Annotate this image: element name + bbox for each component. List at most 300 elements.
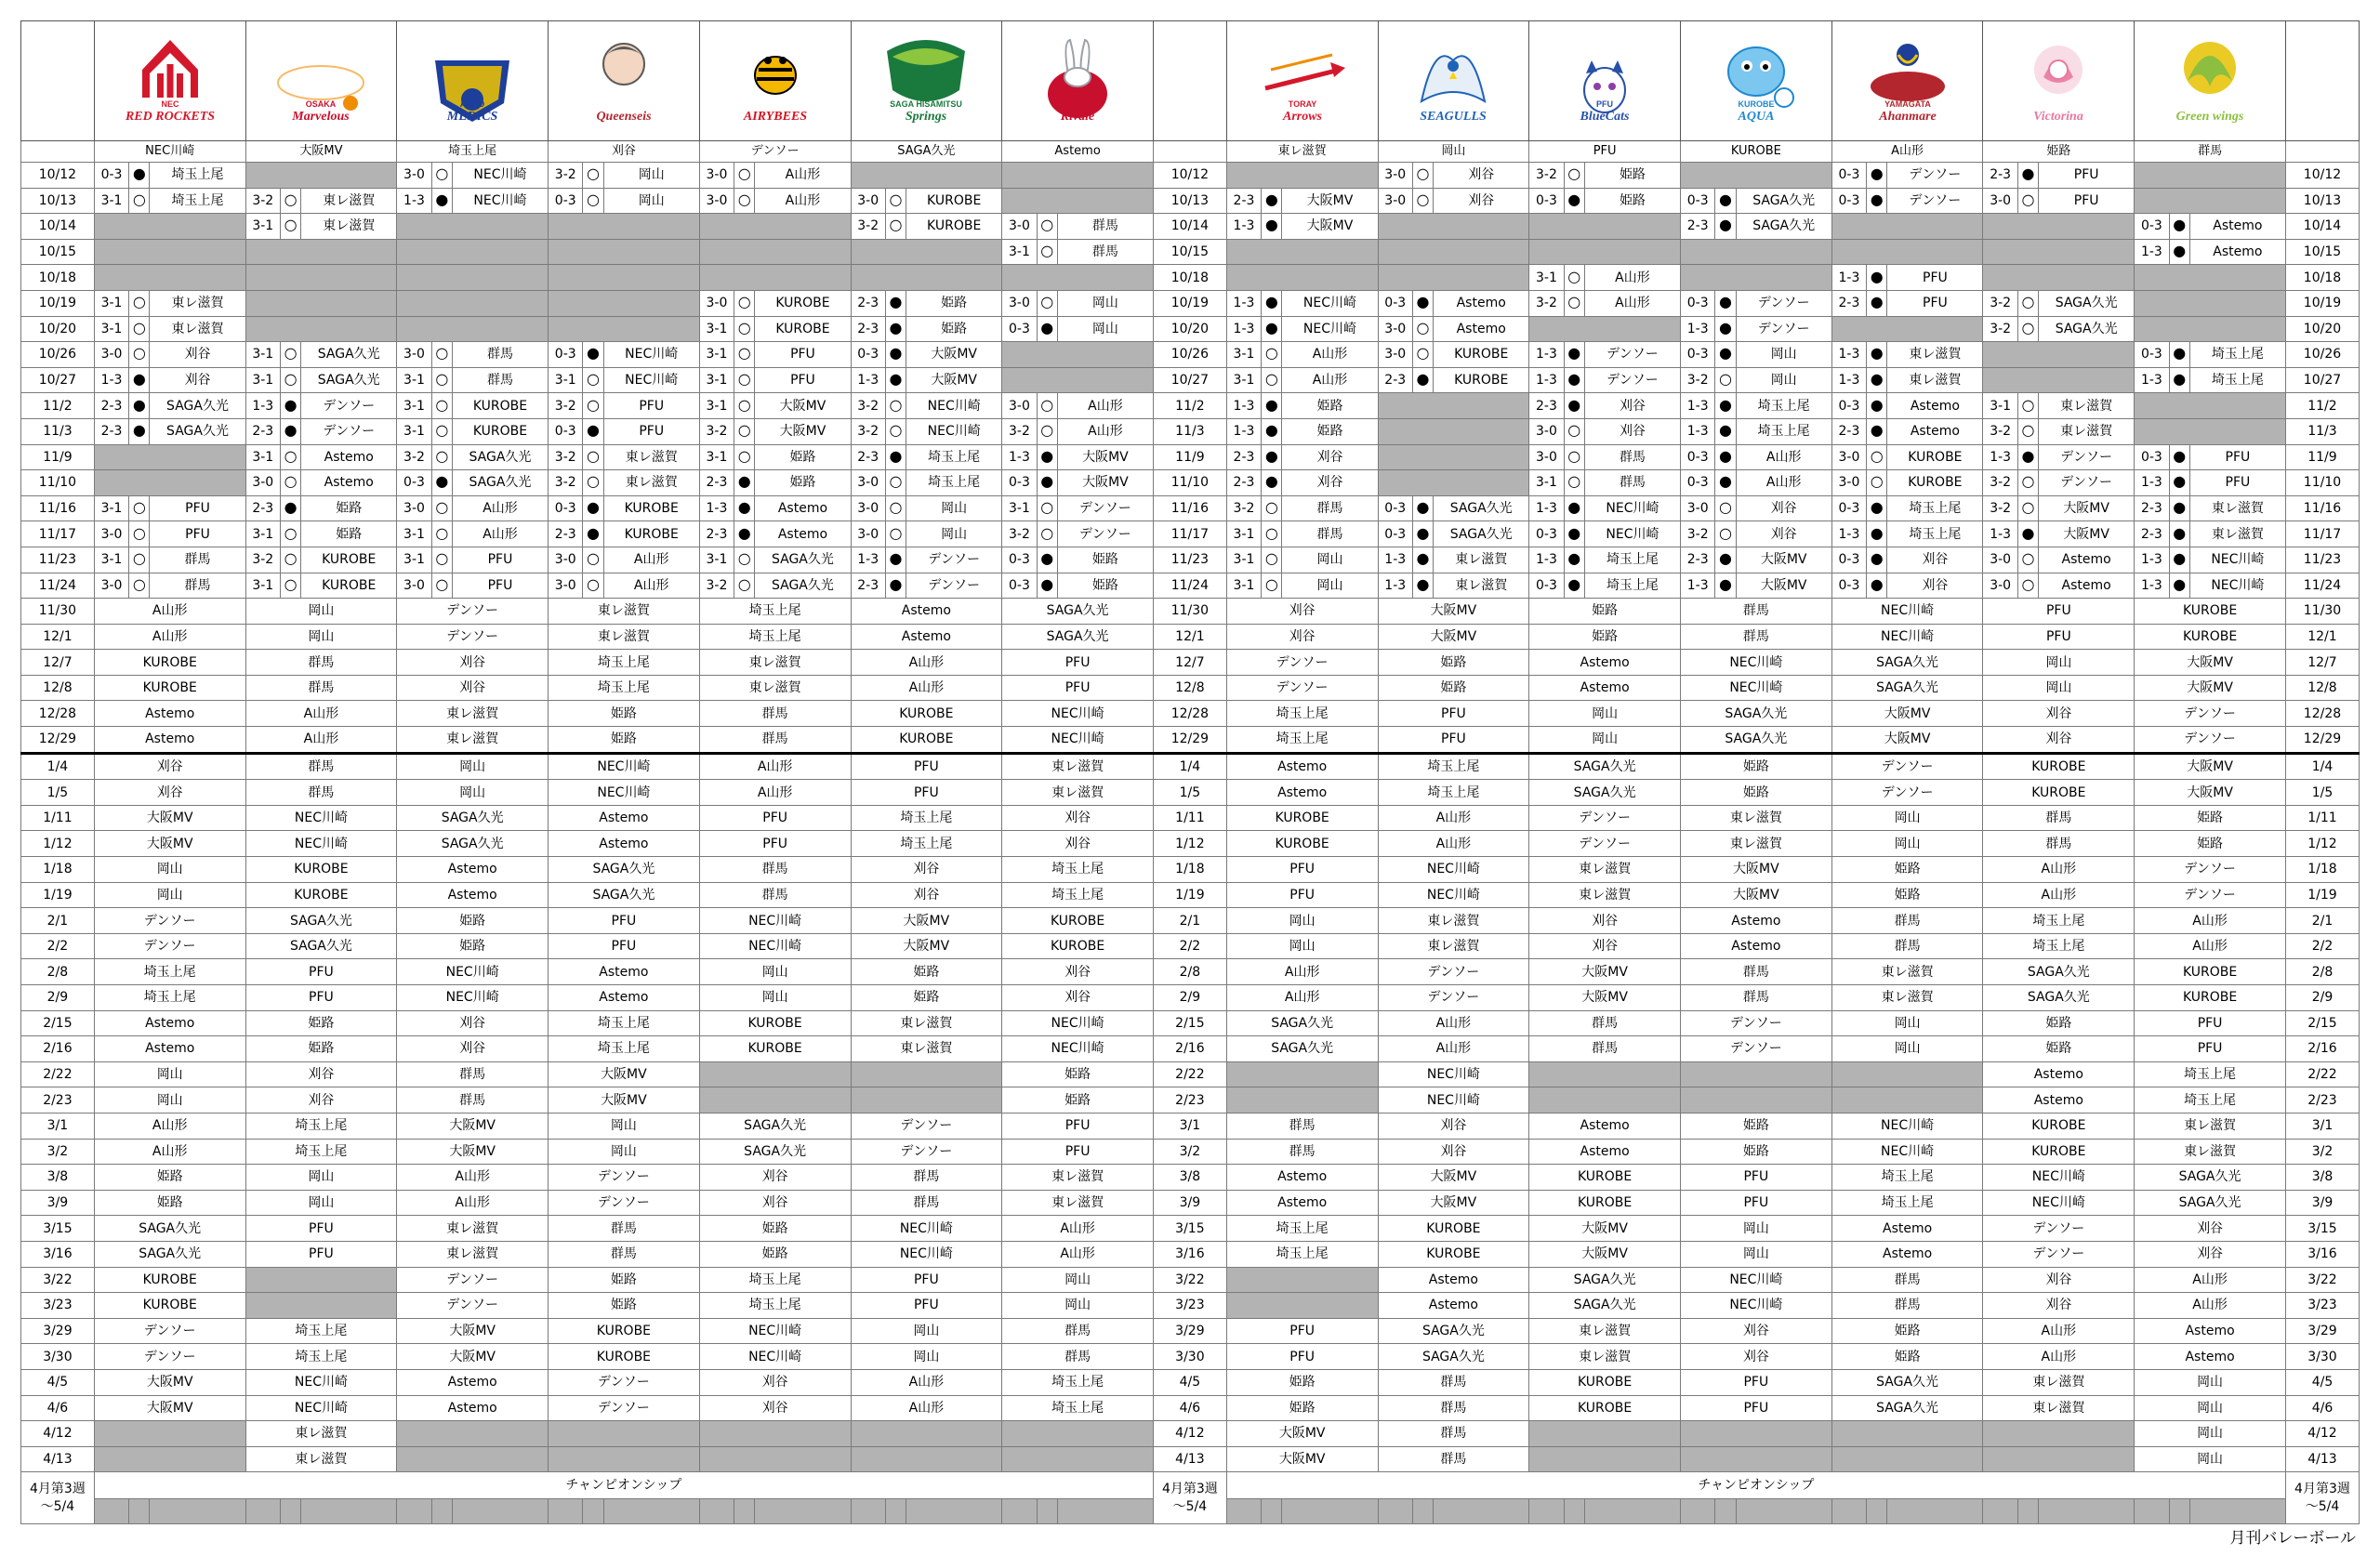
loss-mark-icon	[1262, 470, 1282, 496]
no-match-cell	[699, 1446, 851, 1472]
date-cell: 12/7	[2285, 650, 2359, 676]
opponent: 大阪MV	[1226, 1421, 1378, 1447]
date-cell: 10/13	[1153, 188, 1226, 214]
opponent: PFU	[1226, 882, 1378, 908]
no-match-cell	[1378, 214, 1529, 240]
opponent: 埼玉上尾	[1378, 780, 1529, 806]
opponent: 東レ滋賀	[150, 316, 245, 342]
opponent: SAGA久光	[1736, 188, 1831, 214]
opponent: 刈谷	[1529, 908, 1681, 934]
date-cell: 2/1	[21, 908, 95, 934]
opponent: 姫路	[2135, 831, 2286, 857]
match-score: 3-1	[1002, 239, 1037, 265]
opponent: 岡山	[1282, 547, 1378, 573]
opponent: デンソー	[549, 1369, 700, 1395]
opponent: KUROBE	[245, 882, 397, 908]
no-match-cell	[245, 163, 397, 189]
schedule-row	[21, 908, 2360, 934]
loss-mark-icon	[1867, 393, 1887, 419]
opponent: NEC川崎	[245, 831, 397, 857]
opponent: A山形	[851, 1395, 1002, 1421]
opponent: Astemo	[2039, 547, 2135, 573]
opponent: 大阪MV	[851, 933, 1002, 959]
opponent: SAGA久光	[150, 418, 245, 444]
opponent: PFU	[851, 1267, 1002, 1293]
loss-circle-icon: ●	[889, 549, 903, 568]
loss-circle-icon: ●	[1719, 446, 1732, 465]
schedule-row	[21, 521, 2360, 547]
loss-circle-icon: ●	[1416, 293, 1430, 311]
opponent: SAGA久光	[1529, 753, 1681, 780]
opponent: デンソー	[1681, 1036, 1832, 1062]
team-name: 刈谷	[549, 141, 700, 163]
no-match-cell	[1736, 1499, 1831, 1524]
date-cell: 1/18	[2285, 857, 2359, 883]
opponent: NEC川崎	[245, 1369, 397, 1395]
opponent: デンソー	[549, 1395, 700, 1421]
opponent: SAGA久光	[397, 831, 549, 857]
opponent: デンソー	[549, 1190, 700, 1216]
opponent: PFU	[755, 342, 851, 368]
date-cell: 11/16	[2285, 495, 2359, 521]
opponent: NEC川崎	[397, 985, 549, 1011]
loss-circle-icon: ●	[1416, 498, 1430, 517]
opponent: 群馬	[397, 1061, 549, 1087]
match-score: 3-1	[94, 547, 128, 573]
opponent: KUROBE	[301, 547, 397, 573]
match-score: 2-3	[549, 521, 583, 547]
loss-mark-icon	[734, 495, 755, 521]
opponent: 埼玉上尾	[1887, 521, 1983, 547]
no-match-cell	[397, 1421, 549, 1447]
loss-mark-icon	[1262, 214, 1282, 240]
win-circle-icon: ○	[1040, 421, 1054, 440]
match-score: 3-0	[1983, 547, 2017, 573]
schedule-row	[21, 650, 2360, 676]
opponent: 岡山	[1681, 1216, 1832, 1242]
date-cell: 12/8	[21, 675, 95, 701]
no-match-cell	[583, 1499, 603, 1524]
opponent: 大阪MV	[1681, 857, 1832, 883]
opponent: 群馬	[851, 1190, 1002, 1216]
match-score: 2-3	[2135, 521, 2169, 547]
match-score: 0-3	[2135, 214, 2169, 240]
loss-circle-icon: ●	[1416, 370, 1430, 389]
logo-line2: Marvelous	[292, 110, 350, 124]
loss-circle-icon: ●	[2021, 165, 2035, 183]
opponent: PFU	[1002, 675, 1154, 701]
win-circle-icon: ○	[889, 216, 903, 234]
opponent: 刈谷	[1983, 1267, 2135, 1293]
date-cell: 1/5	[2285, 780, 2359, 806]
schedule-row	[21, 573, 2360, 599]
opponent: SAGA久光	[150, 393, 245, 419]
opponent: 岡山	[906, 495, 1002, 521]
date-cell: 11/2	[1153, 393, 1226, 419]
match-score: 3-2	[1529, 163, 1564, 189]
date-cell: 12/28	[2285, 701, 2359, 727]
loss-mark-icon	[1037, 316, 1057, 342]
opponent: KUROBE	[452, 418, 548, 444]
opponent: KUROBE	[1226, 831, 1378, 857]
logo-row	[21, 21, 2360, 141]
match-score: 3-0	[851, 495, 885, 521]
opponent: KUROBE	[94, 650, 245, 676]
opponent: 群馬	[1378, 1446, 1529, 1472]
opponent: 姫路	[397, 933, 549, 959]
loss-circle-icon: ●	[2173, 370, 2187, 389]
no-match-cell	[1887, 1499, 1983, 1524]
match-score: 3-0	[1002, 393, 1037, 419]
loss-circle-icon: ●	[1870, 498, 1884, 517]
opponent: 刈谷	[2135, 1241, 2286, 1267]
opponent: KUROBE	[549, 1344, 700, 1370]
team-name: Astemo	[1002, 141, 1154, 163]
no-match-cell	[1529, 316, 1681, 342]
loss-mark-icon	[1412, 521, 1433, 547]
opponent: 東レ滋賀	[549, 599, 700, 625]
date-cell: 3/1	[21, 1113, 95, 1139]
opponent: 群馬	[1282, 521, 1378, 547]
match-score: 3-1	[94, 495, 128, 521]
loss-mark-icon	[2169, 444, 2189, 470]
opponent: NEC川崎	[397, 959, 549, 985]
loss-circle-icon: ●	[284, 395, 298, 414]
opponent: 刈谷	[851, 882, 1002, 908]
date-cell: 3/30	[2285, 1344, 2359, 1370]
match-score: 1-3	[1681, 418, 1715, 444]
schedule-row	[21, 985, 2360, 1011]
opponent: A山形	[397, 1190, 549, 1216]
no-match-cell	[1434, 1499, 1529, 1524]
opponent: SAGA久光	[699, 1139, 851, 1165]
date-cell: 1/4	[1153, 753, 1226, 780]
loss-mark-icon	[885, 547, 906, 573]
opponent: 姫路	[755, 444, 851, 470]
win-mark-icon	[129, 547, 150, 573]
schedule-row	[21, 188, 2360, 214]
opponent: 群馬	[150, 547, 245, 573]
opponent: 群馬	[245, 753, 397, 780]
opponent: SAGA久光	[452, 444, 548, 470]
date-cell: 3/29	[2285, 1318, 2359, 1344]
win-circle-icon: ○	[587, 165, 601, 183]
opponent: PFU	[2135, 1036, 2286, 1062]
opponent: 岡山	[603, 188, 699, 214]
opponent: A山形	[1736, 444, 1831, 470]
date-cell: 1/12	[2285, 831, 2359, 857]
opponent: PFU	[851, 780, 1002, 806]
logo-line1: OSAKA	[306, 99, 337, 109]
opponent: Astemo	[1529, 675, 1681, 701]
opponent: 岡山	[1736, 367, 1831, 393]
opponent: A山形	[699, 780, 851, 806]
opponent: 東レ滋賀	[1983, 1395, 2135, 1421]
opponent: SAGA久光	[1434, 495, 1529, 521]
date-cell: 3/8	[2285, 1165, 2359, 1191]
win-mark-icon	[583, 573, 603, 599]
opponent: PFU	[1983, 624, 2135, 650]
match-score: 3-0	[1378, 188, 1412, 214]
team-logo-10	[1681, 21, 1832, 141]
opponent: 刈谷	[1681, 1344, 1832, 1370]
opponent: 東レ滋賀	[1887, 342, 1983, 368]
opponent: PFU	[1681, 1190, 1832, 1216]
schedule-row	[21, 624, 2360, 650]
win-mark-icon	[2017, 188, 2038, 214]
opponent: 東レ滋賀	[1681, 831, 1832, 857]
match-score: 1-3	[1681, 316, 1715, 342]
opponent: KUROBE	[1529, 1395, 1681, 1421]
team-name: 大阪MV	[245, 141, 397, 163]
loss-mark-icon	[583, 342, 603, 368]
logo-line2: Rivale	[1060, 110, 1095, 124]
loss-mark-icon	[1564, 521, 1584, 547]
no-match-cell	[1378, 239, 1529, 265]
opponent: KUROBE	[94, 675, 245, 701]
schedule-row	[21, 599, 2360, 625]
opponent: デンソー	[2135, 727, 2286, 754]
opponent: 大阪MV	[397, 1113, 549, 1139]
opponent: デンソー	[851, 1113, 1002, 1139]
logo-line2: Arrows	[1282, 110, 1322, 124]
opponent: A山形	[2135, 933, 2286, 959]
opponent: デンソー	[906, 573, 1002, 599]
opponent: Astemo	[94, 727, 245, 754]
match-score: 0-3	[1529, 573, 1564, 599]
opponent: デンソー	[1057, 521, 1153, 547]
match-score: 1-3	[2135, 470, 2169, 496]
date-cell: 2/2	[1153, 933, 1226, 959]
opponent: 刈谷	[1434, 163, 1529, 189]
opponent: 埼玉上尾	[2135, 1061, 2286, 1087]
date-cell: 11/30	[2285, 599, 2359, 625]
win-circle-icon: ○	[737, 395, 751, 414]
loss-mark-icon	[885, 342, 906, 368]
opponent: NEC川崎	[1002, 1036, 1154, 1062]
opponent: 岡山	[1983, 675, 2135, 701]
win-mark-icon	[280, 573, 300, 599]
date-cell: 11/23	[1153, 547, 1226, 573]
team-logo-mark-13	[2160, 33, 2260, 129]
opponent: Astemo	[1887, 418, 1983, 444]
opponent: A山形	[755, 163, 851, 189]
opponent: 東レ滋賀	[1529, 857, 1681, 883]
team-logo-mark-11	[1858, 33, 1958, 129]
no-match-cell	[94, 470, 245, 496]
date-cell: 3/29	[21, 1318, 95, 1344]
opponent: 刈谷	[1887, 573, 1983, 599]
no-match-cell	[1378, 418, 1529, 444]
opponent: PFU	[1378, 727, 1529, 754]
opponent: SAGA久光	[2039, 290, 2135, 316]
opponent: PFU	[2189, 444, 2285, 470]
loss-mark-icon	[1037, 547, 1057, 573]
team-name: A山形	[1831, 141, 1983, 163]
match-score: 0-3	[1529, 188, 1564, 214]
loss-circle-icon: ●	[1870, 549, 1884, 568]
date-cell: 4/13	[2285, 1446, 2359, 1472]
no-match-cell	[1412, 1499, 1433, 1524]
opponent: 東レ滋賀	[699, 675, 851, 701]
loss-mark-icon	[1867, 367, 1887, 393]
no-match-cell	[1529, 1421, 1681, 1447]
match-score: 3-1	[397, 367, 431, 393]
team-logo-mark-9	[1554, 33, 1655, 129]
loss-mark-icon	[1867, 547, 1887, 573]
opponent: Astemo	[549, 959, 700, 985]
match-score: 1-3	[1831, 367, 1866, 393]
match-score: 3-2	[1681, 367, 1715, 393]
opponent: SAGA久光	[1831, 650, 1983, 676]
opponent: KUROBE	[906, 188, 1002, 214]
win-circle-icon: ○	[284, 549, 298, 568]
opponent: KUROBE	[1434, 342, 1529, 368]
opponent: 群馬	[1529, 1036, 1681, 1062]
match-score: 0-3	[851, 342, 885, 368]
opponent: NEC川崎	[1983, 1190, 2135, 1216]
win-circle-icon: ○	[284, 370, 298, 389]
opponent: Astemo	[397, 882, 549, 908]
loss-mark-icon	[1262, 316, 1282, 342]
date-cell: 1/5	[21, 780, 95, 806]
win-mark-icon	[129, 521, 150, 547]
win-mark-icon	[129, 342, 150, 368]
opponent: SAGA久光	[94, 1216, 245, 1242]
win-circle-icon: ○	[1567, 165, 1581, 183]
date-cell: 11/30	[21, 599, 95, 625]
opponent: 岡山	[397, 780, 549, 806]
loss-mark-icon	[2169, 214, 2189, 240]
win-circle-icon: ○	[2021, 498, 2035, 517]
opponent: KUROBE	[1887, 444, 1983, 470]
no-match-cell	[397, 214, 549, 240]
opponent: 大阪MV	[755, 393, 851, 419]
win-circle-icon: ○	[737, 574, 751, 593]
win-mark-icon	[1564, 444, 1584, 470]
opponent: 刈谷	[397, 1010, 549, 1036]
loss-circle-icon: ●	[889, 370, 903, 389]
date-cell: 3/1	[1153, 1113, 1226, 1139]
no-match-cell	[2017, 1499, 2038, 1524]
loss-circle-icon: ●	[1416, 574, 1430, 593]
blank-cell	[1153, 141, 1226, 163]
match-score: 3-2	[1983, 418, 2017, 444]
team-logo-11	[1831, 21, 1983, 141]
loss-mark-icon	[1715, 316, 1736, 342]
loss-circle-icon: ●	[1719, 190, 1732, 208]
opponent: 姫路	[549, 727, 700, 754]
opponent: 岡山	[2135, 1369, 2286, 1395]
loss-mark-icon	[583, 495, 603, 521]
match-score: 1-3	[851, 367, 885, 393]
match-score: 3-1	[699, 316, 734, 342]
date-cell: 1/11	[21, 805, 95, 831]
opponent: 群馬	[1681, 985, 1832, 1011]
match-score: 0-3	[549, 188, 583, 214]
opponent: 群馬	[549, 1241, 700, 1267]
opponent: 姫路	[549, 1293, 700, 1319]
opponent: 岡山	[1529, 701, 1681, 727]
win-mark-icon	[885, 418, 906, 444]
date-cell: 11/24	[1153, 573, 1226, 599]
team-logo-mark-2	[422, 33, 522, 129]
date-cell: 4/6	[2285, 1395, 2359, 1421]
opponent: 埼玉上尾	[1983, 933, 2135, 959]
no-match-cell	[1002, 367, 1154, 393]
logo-line1: AGEO	[459, 99, 485, 109]
date-cell: 2/8	[21, 959, 95, 985]
win-circle-icon: ○	[132, 190, 146, 208]
logo-line1: KUROBE	[1738, 99, 1775, 109]
win-circle-icon: ○	[1264, 574, 1278, 593]
opponent: 大阪MV	[851, 908, 1002, 934]
opponent: NEC川崎	[1831, 1113, 1983, 1139]
loss-circle-icon: ●	[132, 165, 146, 183]
date-cell: 3/16	[21, 1241, 95, 1267]
loss-mark-icon	[1564, 367, 1584, 393]
loss-mark-icon	[1867, 188, 1887, 214]
opponent: 埼玉上尾	[150, 188, 245, 214]
opponent: 岡山	[1057, 290, 1153, 316]
loss-circle-icon: ●	[132, 395, 146, 414]
win-mark-icon	[1037, 214, 1057, 240]
match-score: 0-3	[1002, 573, 1037, 599]
no-match-cell	[1831, 1499, 1866, 1524]
opponent: 岡山	[699, 959, 851, 985]
match-score: 3-2	[549, 470, 583, 496]
opponent: 大阪MV	[906, 367, 1002, 393]
date-cell: 12/1	[2285, 624, 2359, 650]
opponent: SAGA久光	[2135, 1165, 2286, 1191]
loss-mark-icon	[1867, 163, 1887, 189]
no-match-cell	[1002, 163, 1154, 189]
opponent: A山形	[2135, 1267, 2286, 1293]
opponent: 刈谷	[245, 1061, 397, 1087]
schedule-row	[21, 1395, 2360, 1421]
logo-line2: BlueCats	[1580, 110, 1630, 124]
opponent: NEC川崎	[1378, 857, 1529, 883]
loss-mark-icon	[129, 393, 150, 419]
win-mark-icon	[583, 163, 603, 189]
opponent: KUROBE	[603, 495, 699, 521]
win-circle-icon: ○	[132, 498, 146, 517]
opponent: Astemo	[1887, 393, 1983, 419]
opponent: NEC川崎	[1282, 316, 1378, 342]
championship-row	[21, 1472, 2360, 1499]
opponent: 刈谷	[1434, 188, 1529, 214]
loss-mark-icon	[885, 573, 906, 599]
opponent: PFU	[245, 1216, 397, 1242]
date-cell: 11/30	[1153, 599, 1226, 625]
schedule-row	[21, 1165, 2360, 1191]
loss-mark-icon	[1867, 265, 1887, 291]
win-circle-icon: ○	[1416, 165, 1430, 183]
match-score: 3-1	[1226, 342, 1261, 368]
opponent: SAGA久光	[94, 1241, 245, 1267]
loss-circle-icon: ●	[587, 523, 601, 542]
date-cell: 12/28	[1153, 701, 1226, 727]
opponent: NEC川崎	[1681, 675, 1832, 701]
opponent: NEC川崎	[1681, 1267, 1832, 1293]
loss-circle-icon: ●	[1264, 318, 1278, 336]
date-cell: 1/4	[2285, 753, 2359, 780]
win-circle-icon: ○	[284, 344, 298, 362]
opponent: デンソー	[301, 418, 397, 444]
team-logo-5	[851, 21, 1002, 141]
date-cell: 2/15	[21, 1010, 95, 1036]
opponent: KUROBE	[1226, 805, 1378, 831]
